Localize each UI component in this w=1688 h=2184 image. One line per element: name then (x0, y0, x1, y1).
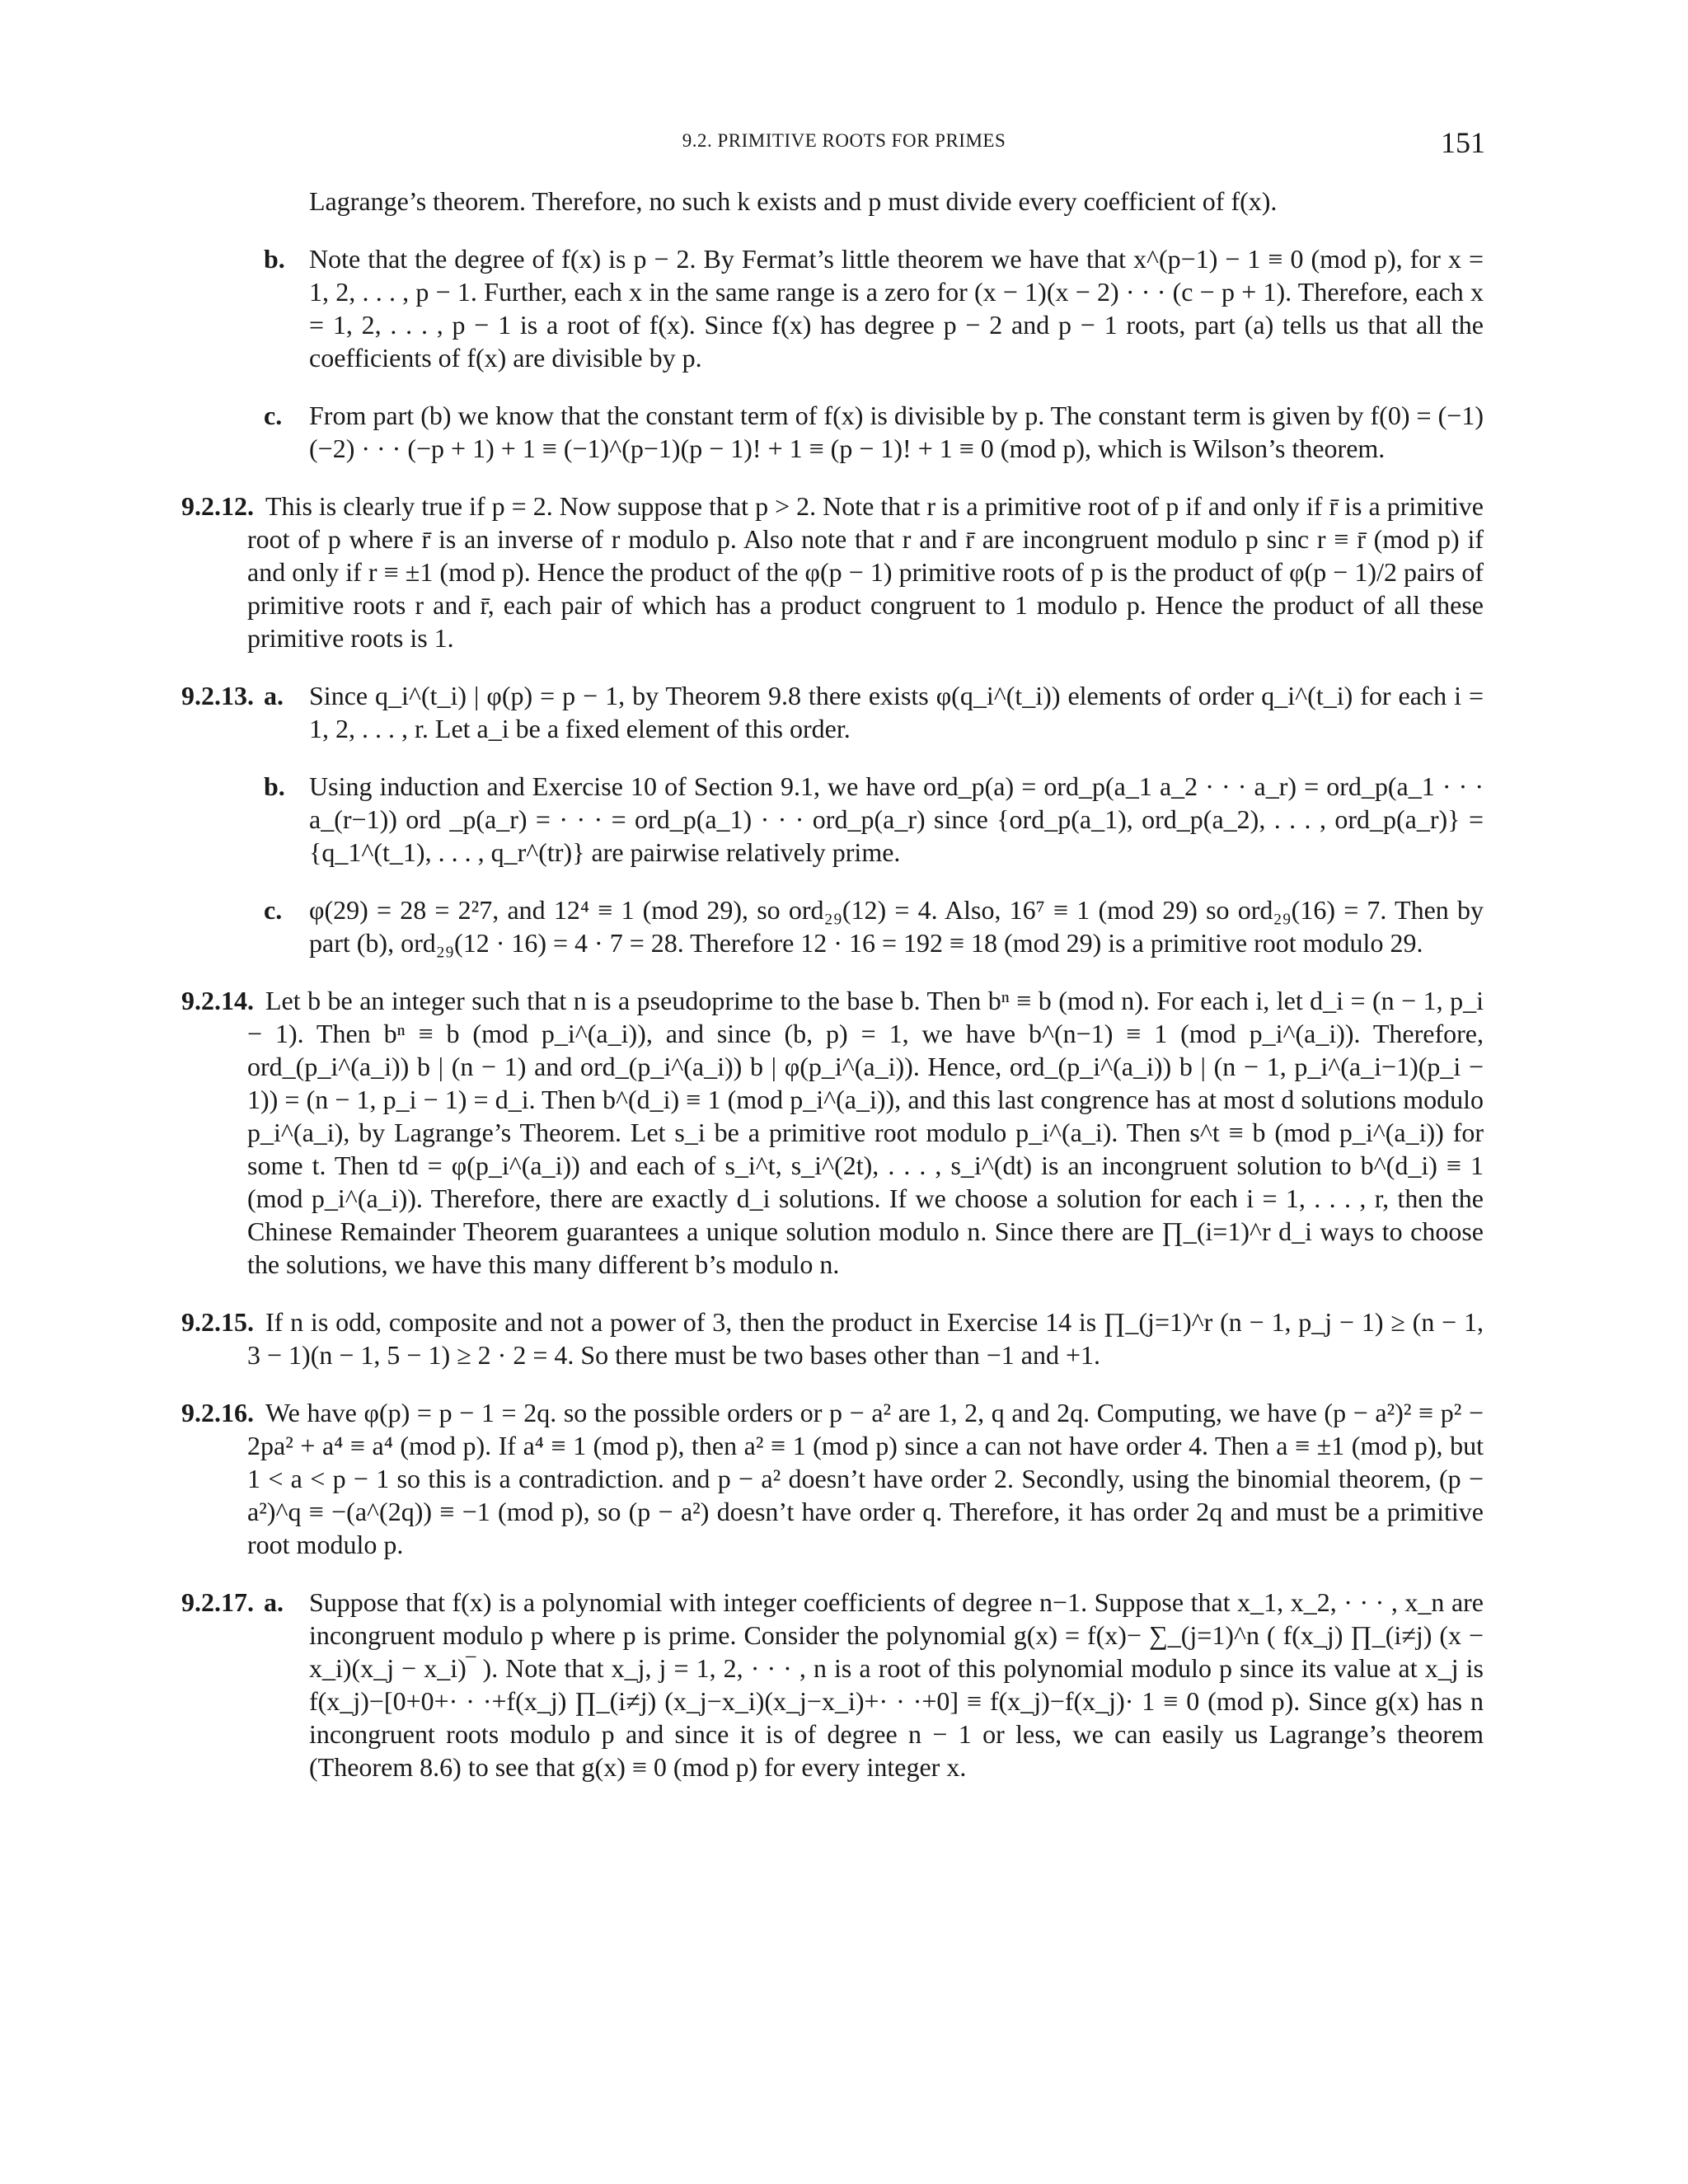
exercise-number: 9.2.17. (181, 1587, 254, 1617)
part-label: c. (264, 895, 283, 925)
exercise-text: We have φ(p) = p − 1 = 2q. so the possible orders or p − a² are 1, 2, q and 2q. Computing, we have (p − a²)² ≡ p² − 2pa² + a⁴ ≡ a⁴ (mod p). If a⁴ ≡ 1 (mod p), then a² ≡ 1 (mod p) since a can not have order 4. Then a ≡ ±1 (mod p), but 1 < a < p − 1 so this is a contradiction. and p − a² doesn’t have order 2. Secondly, using the binomial theorem, (p − a²)^q ≡ −(a^(2q)) ≡ −1 (mod p), so (p − a²) doesn’t have order q. Therefore, it has order 2q and must be a primitive root modulo p. (247, 1398, 1484, 1559)
part-text: φ(29) = 28 = 2²7, and 12⁴ ≡ 1 (mod 29), so ord₂₉(12) = 4. Also, 16⁷ ≡ 1 (mod 29) so ord₂₉(16) = 7. Then by part (b), ord₂₉(12 · 16) = 4 · 7 = 28. Therefore 12 · 16 = 192 ≡ 18 (mod 29) is a primitive root modulo 29. (309, 895, 1484, 958)
part-text: From part (b) we know that the constant term of f(x) is divisible by p. The constant term is given by f(0) = (−1)(−2) · · · (−p + 1) + 1 ≡ (−1)^(p−1)(p − 1)! + 1 ≡ (p − 1)! + 1 ≡ 0 (mod p), which is Wilson’s theorem. (309, 401, 1484, 463)
continuation-text: Lagrange’s theorem. Therefore, no such k exists and p must divide every coefficient of f(x). (309, 186, 1278, 216)
exercise-number: 9.2.13. (181, 681, 254, 710)
running-title: 9.2. PRIMITIVE ROOTS FOR PRIMES (682, 130, 1006, 151)
part-text: Note that the degree of f(x) is p − 2. By Fermat’s little theorem we have that x^(p−1) − 1 ≡ 0 (mod p), for x = 1, 2, . . . , p − 1. Further, each x in the same range is a zero for (x − 1)(x − 2) · · · (c − p + 1). Therefore, each x = 1, 2, . . . , p − 1 is a root of f(x). Since f(x) has degree p − 2 and p − 1 roots, part (a) tells us that all the coefficients of f(x) are divisible by p. (309, 244, 1484, 373)
exercise-number: 9.2.15. (181, 1307, 254, 1337)
exercise-9-2-13-part-b (181, 770, 1484, 869)
part-text: Since q_i^(t_i) | φ(p) = p − 1, by Theorem 9.8 there exists φ(q_i^(t_i)) elements of order q_i^(t_i) for each i = 1, 2, . . . , r. Let a_i be a fixed element of this order. (309, 681, 1484, 743)
page-body (181, 185, 1484, 1808)
exercise-text: If n is odd, composite and not a power of 3, then the product in Exercise 14 is ∏_(j=1)^r (n − 1, p_j − 1) ≥ (n − 1, 3 − 1)(n − 1, 5 − 1) ≥ 2 · 2 = 4. So there must be two bases other than −1 and +1. (247, 1307, 1484, 1370)
exercise-9-2-14 (181, 984, 1484, 1281)
exercise-number: 9.2.16. (181, 1398, 254, 1427)
continuation-paragraph (181, 185, 1484, 218)
part-label: c. (264, 401, 283, 430)
part-label: a. (264, 681, 284, 710)
page-number: 151 (1441, 126, 1485, 159)
exercise-9-2-13 (181, 679, 1484, 959)
part-text: Suppose that f(x) is a polynomial with integer coefficients of degree n−1. Suppose that x_1, x_2, · · · , x_n are incongruent modulo p where p is prime. Consider the polynomial g(x) = f(x)− ∑_(j=1)^n ( f(x_j) ∏_(i≠j) (x − x_i)(x_j − x_i)‾ ). Note that x_j, j = 1, 2, · · · , n is a root of this polynomial modulo p since its value at x_j is f(x_j)−[0+0+· · ·+f(x_j) ∏_(i≠j) (x_j−x_i)(x_j−x_i)+· · ·+0] ≡ f(x_j)−f(x_j)· 1 ≡ 0 (mod p). Since g(x) has n incongruent roots modulo p and since it is of degree n − 1 or less, we can easily us Lagrange’s theorem (Theorem 8.6) to see that g(x) ≡ 0 (mod p) for every integer x. (309, 1587, 1484, 1782)
exercise-9-2-17-part-a (181, 1586, 1484, 1783)
exercise-9-2-13-part-c (181, 893, 1484, 959)
exercise-9-2-11-part-c (181, 399, 1484, 465)
exercise-number: 9.2.14. (181, 986, 254, 1015)
part-label: b. (264, 771, 285, 801)
part-label: a. (264, 1587, 284, 1617)
exercise-9-2-12 (181, 490, 1484, 654)
exercise-9-2-11-part-b (181, 242, 1484, 374)
exercise-text: Let b be an integer such that n is a pseudoprime to the base b. Then bⁿ ≡ b (mod n). For each i, let d_i = (n − 1, p_i − 1). Then bⁿ ≡ b (mod p_i^(a_i)), and since (b, p) = 1, we have b^(n−1) ≡ 1 (mod p_i^(a_i)). Therefore, ord_(p_i^(a_i)) b | (n − 1) and ord_(p_i^(a_i)) b | φ(p_i^(a_i)). Hence, ord_(p_i^(a_i)) b | (n − 1, p_i^(a_i−1)(p_i − 1)) = (n − 1, p_i − 1) = d_i. Then b^(d_i) ≡ 1 (mod p_i^(a_i)), and this last congrence has at most d solutions modulo p_i^(a_i), by Lagrange’s Theorem. Let s_i be a primitive root modulo p_i^(a_i). Then s^t ≡ b (mod p_i^(a_i)) for some t. Then td = φ(p_i^(a_i)) and each of s_i^t, s_i^(2t), . . . , s_i^(dt) is an incongruent solution to b^(d_i) ≡ 1 (mod p_i^(a_i)). Therefore, there are exactly d_i solutions. If we choose a solution for each i = 1, . . . , r, then the Chinese Remainder Theorem guarantees a unique solution modulo n. Since there are ∏_(i=1)^r d_i ways to choose the solutions, we have this many different b’s modulo n. (247, 986, 1484, 1279)
exercise-number: 9.2.12. (181, 491, 254, 521)
exercise-9-2-17 (181, 1586, 1484, 1783)
exercise-9-2-13-part-a (181, 679, 1484, 745)
part-text: Using induction and Exercise 10 of Section 9.1, we have ord_p(a) = ord_p(a_1 a_2 · · · a_r) = ord_p(a_1 · · · a_(r−1)) ord _p(a_r) = · · · = ord_p(a_1) · · · ord_p(a_r) since {ord_p(a_1), ord_p(a_2), . . . , ord_p(a_r)} = {q_1^(t_1), . . . , q_r^(tr)} are pairwise relatively prime. (309, 771, 1484, 867)
part-label: b. (264, 244, 285, 274)
exercise-9-2-16 (181, 1396, 1484, 1561)
page-header (0, 125, 1688, 166)
exercise-9-2-15 (181, 1305, 1484, 1371)
exercise-text: This is clearly true if p = 2. Now suppose that p > 2. Note that r is a primitive root of p if and only if r̄ is a primitive root of p where r̄ is an inverse of r modulo p. Also note that r and r̄ are incongruent modulo p sinc r ≡ r̄ (mod p) if and only if r ≡ ±1 (mod p). Hence the product of the φ(p − 1) primitive roots of p is the product of φ(p − 1)/2 pairs of primitive roots r and r̄, each pair of which has a product congruent to 1 modulo p. Hence the product of all these primitive roots is 1. (247, 491, 1484, 653)
